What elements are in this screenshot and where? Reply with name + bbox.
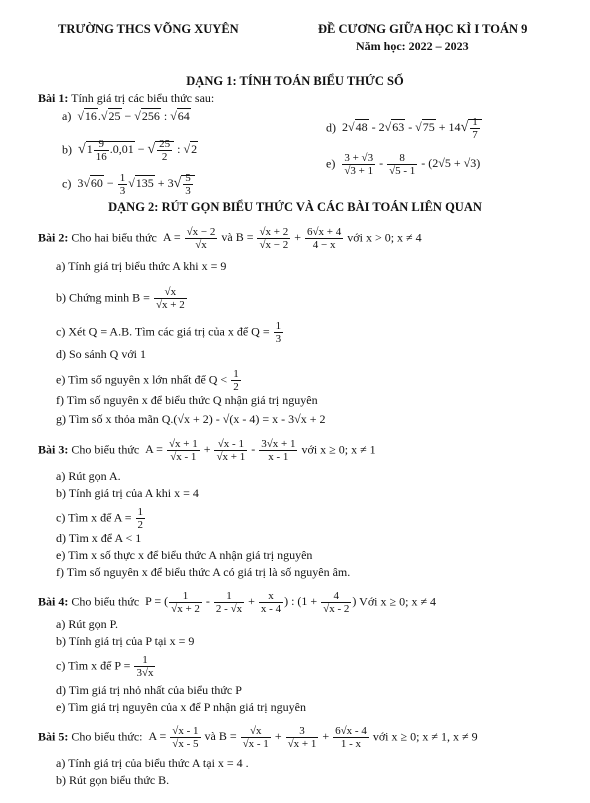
item-text: c) Tìm x để P = <box>56 658 131 673</box>
bai4-item-c: c) Tìm x để P = $\frac{1}{3√x}$ <box>56 654 154 679</box>
section-2-title: DẠNG 2: RÚT GỌN BIỂU THỨC VÀ CÁC BÀI TOÁN LIÊN QUAN <box>108 200 482 214</box>
item-text: c) Tìm x để A = <box>56 510 132 525</box>
bai1-c <box>62 172 195 197</box>
bai2-item-f: f) Tìm số nguyên x để biểu thức Q nhận giá trị nguyên <box>56 393 318 407</box>
bai1-e <box>326 152 480 177</box>
bai2-expr: A = $\frac{√x - 2}{√x}$ và B = $\frac{√x + 2}{√x - 2}$ + $\frac{6√x + 4}{4 - x}$ <box>159 226 342 251</box>
bai4-item-d: d) Tìm giá trị nhỏ nhất của biểu thức P <box>56 683 242 697</box>
bai2-condition: với x > 0; x ≠ 4 <box>347 230 422 245</box>
bai3-item-e: e) Tìm x số thực x để biểu thức A nhận giá trị nguyên <box>56 548 313 562</box>
bai2-label: Bài 2: <box>38 230 69 245</box>
bai1-text: Tính giá trị các biểu thức sau: <box>71 91 215 105</box>
bai3-item-a: a) Rút gọn A. <box>56 469 121 483</box>
bai2-intro: Cho hai biểu thức <box>71 230 157 245</box>
bai5-item-b: b) Rút gọn biểu thức B. <box>56 773 170 787</box>
bai1-b <box>62 138 198 163</box>
bai4-label: Bài 4: <box>38 594 69 609</box>
bai4-item-e: e) Tìm giá trị nguyên của x để P nhận giá trị nguyên <box>56 700 306 714</box>
bai5-heading <box>38 725 478 750</box>
bai2-item-b: b) Chứng minh B = $\frac{√x}{√x + 2}$ <box>56 286 185 311</box>
bai1-d <box>326 116 482 141</box>
bai1-e-expr: $\frac{3 + √3}{√3 + 1}$ - $\frac{8}{√5 - 1}$ - (2√5 + √3) <box>344 152 481 177</box>
bai3-expr: A = $\frac{√x + 1}{√x - 1}$ + $\frac{√x - 1}{√x + 1}$ - $\frac{3√x + 1}{x - 1}$ <box>142 438 296 463</box>
bai2-item-d: d) So sánh Q với 1 <box>56 347 147 361</box>
bai2-item-g: g) Tìm số x thỏa mãn Q.(√x + 2) - √(x - 4) = x - 3√x + 2 <box>56 412 326 426</box>
section-1-title: DẠNG 1: TÍNH TOÁN BIỂU THỨC SỐ <box>186 74 404 88</box>
bai1-label: Bài 1: <box>38 91 69 105</box>
school-year: Năm học: 2022 – 2023 <box>356 39 469 53</box>
item-label: d) <box>326 120 336 135</box>
bai3-item-b: b) Tính giá trị của A khi x = 4 <box>56 486 199 500</box>
item-label: a) <box>62 109 72 123</box>
bai3-item-c: c) Tìm x để A = $\frac{1}{2}$ <box>56 506 144 531</box>
bai1-c-expr: 3√60 − $\frac{1}{3}$ √135 + 3√ $\frac{5}{3}$ <box>74 176 194 190</box>
item-label: c) <box>62 176 72 191</box>
bai1-a-expr: √16.√25 − √256 : √64 <box>74 109 190 123</box>
item-label: e) <box>326 156 336 171</box>
bai3-label: Bài 3: <box>38 442 69 457</box>
bai1-heading <box>38 90 214 106</box>
bai4-intro: Cho biểu thức <box>71 594 140 609</box>
bai5-intro: Cho biểu thức: <box>71 729 143 744</box>
bai2-item-a: a) Tính giá trị biểu thức A khi x = 9 <box>56 259 227 273</box>
bai1-a <box>62 108 191 124</box>
school-name: TRƯỜNG THCS VÕNG XUYÊN <box>58 22 239 36</box>
bai3-heading <box>38 438 376 463</box>
bai1-b-expr: √1 $\frac{9}{16}$ .0,01 − √ $\frac{25}{2}$ : √2 <box>78 138 198 163</box>
item-label: b) <box>62 142 72 157</box>
bai5-item-a: a) Tính giá trị của biểu thức A tại x = 4 . <box>56 756 249 770</box>
document-title: ĐỀ CƯƠNG GIỮA HỌC KÌ I TOÁN 9 <box>318 22 528 36</box>
bai5-condition: với x ≥ 0; x ≠ 1, x ≠ 9 <box>372 729 478 744</box>
bai2-item-e: e) Tìm số nguyên x lớn nhất để Q < $\frac{1}{2}$ <box>56 368 239 393</box>
bai1-d-expr: 2√48 - 2√63 - √75 + 14√ $\frac{1}{7}$ <box>339 120 482 134</box>
bai3-intro: Cho biểu thức <box>71 442 140 457</box>
bai3-item-d: d) Tìm x để A < 1 <box>56 531 142 545</box>
item-text: e) Tìm số nguyên x lớn nhất để Q < <box>56 372 228 387</box>
bai2-item-c: c) Xét Q = A.B. Tìm các giá trị của x để Q = $\frac{1}{3}$ <box>56 320 282 345</box>
bai4-expr: P = ( $\frac{1}{√x + 2}$ - $\frac{1}{2 - √x}$ + $\frac{x}{x - 4}$ ) : (1 + $\frac{4}{√x - 2}$ ) <box>142 590 357 615</box>
bai5-expr: A = $\frac{√x - 1}{√x - 5}$ và B = $\frac{√x}{√x - 1}$ + $\frac{3}{√x + 1}$ + $\frac{6√x - 4}{1 - x}$ <box>145 725 367 750</box>
bai2-heading <box>38 226 422 251</box>
item-text: c) Xét Q = A.B. Tìm các giá trị của x để Q = <box>56 324 270 339</box>
bai4-condition: Với x ≥ 0; x ≠ 4 <box>359 594 437 609</box>
bai4-item-a: a) Rút gọn P. <box>56 617 119 631</box>
bai3-condition: với x ≥ 0; x ≠ 1 <box>301 442 376 457</box>
item-text: b) Chứng minh B = <box>56 290 150 305</box>
bai3-item-f: f) Tìm số nguyên x để biểu thức A có giá trị là số nguyên âm. <box>56 565 351 579</box>
bai5-label: Bài 5: <box>38 729 69 744</box>
bai4-item-b: b) Tính giá trị của P tại x = 9 <box>56 634 195 648</box>
bai4-heading <box>38 590 436 615</box>
